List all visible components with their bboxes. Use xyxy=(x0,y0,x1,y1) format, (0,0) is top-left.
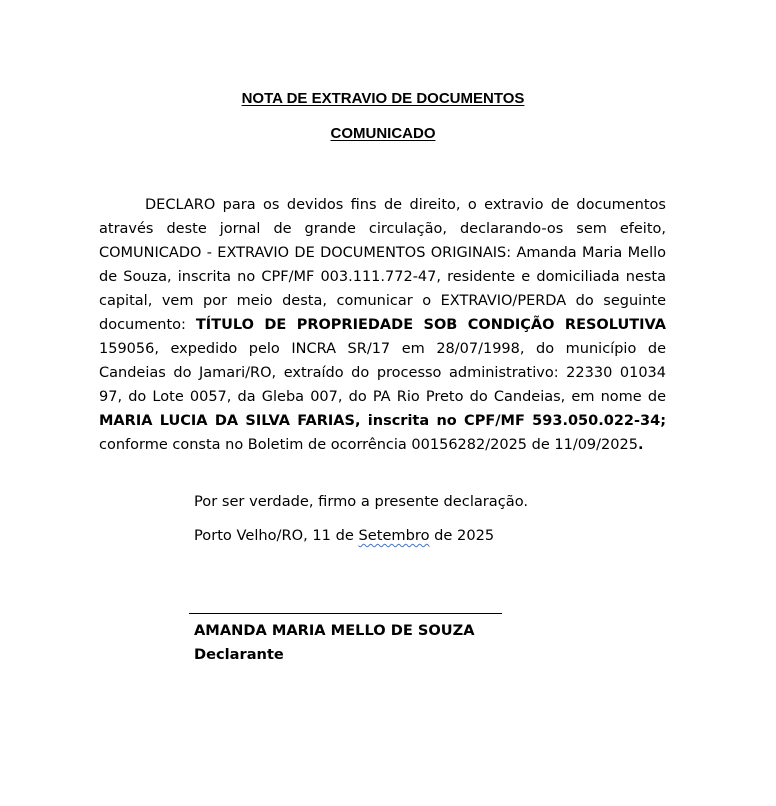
declaration-paragraph xyxy=(99,193,666,457)
date-prefix: Porto Velho/RO, 11 de xyxy=(194,527,359,544)
declaration-text-1: DECLARO para os devidos fins de direito, o extravio de documentos através deste jornal de grande circulação, declarando-os sem efeito, COMUNICADO - EXTRAVIO DE DOCUMENTOS ORIGINAIS: Amanda Maria Mello de Souza, inscrita no CPF/MF 003.111.772-47, residente e domiciliada nesta capital, vem por meio desta, comunicar o EXTRAVIO/PERDA do seguinte documento: xyxy=(99,197,666,333)
document-title: NOTA DE EXTRAVIO DE DOCUMENTOS xyxy=(241,90,525,107)
declaration-text-2: 159056, expedido pelo INCRA SR/17 em 28/07/1998, do município de Candeias do Jamari/RO, extraído do processo administrativo: 22330 01034 97, do Lote 0057, da Gleba 007, do PA Rio Preto do Candeias, em nome de xyxy=(99,341,666,405)
signatory-name: AMANDA MARIA MELLO DE SOUZA xyxy=(194,622,475,639)
signature-line xyxy=(189,613,502,614)
owner-details-bold: MARIA LUCIA DA SILVA FARIAS, inscrita no CPF/MF 593.050.022-34; xyxy=(99,413,666,429)
final-period: . xyxy=(637,437,644,453)
document-type-bold: TÍTULO DE PROPRIEDADE SOB CONDIÇÃO RESOLUTIVA xyxy=(195,317,666,333)
declaration-text-3: conforme consta no Boletim de ocorrência 00156282/2025 de 11/09/2025 xyxy=(99,437,638,453)
document-subtitle: COMUNICADO xyxy=(330,125,436,142)
closing-statement: Por ser verdade, firmo a presente declaração. xyxy=(194,493,529,510)
place-and-date xyxy=(194,527,494,544)
date-month: Setembro xyxy=(358,527,430,544)
signatory-role: Declarante xyxy=(194,646,284,663)
date-suffix: de 2025 xyxy=(429,527,495,544)
